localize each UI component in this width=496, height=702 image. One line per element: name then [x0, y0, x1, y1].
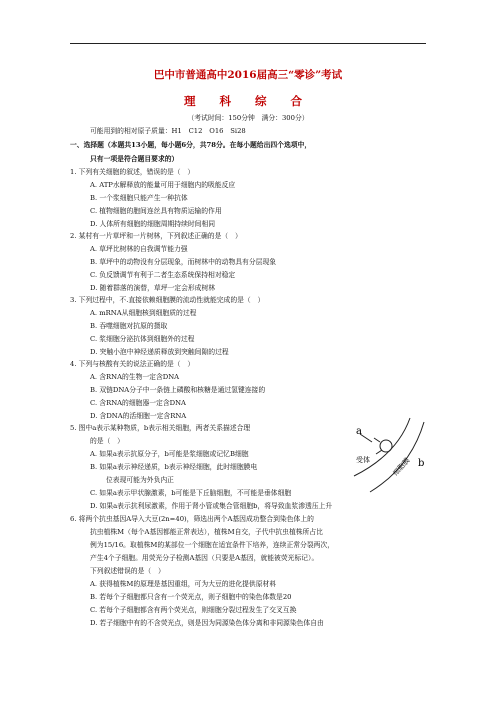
exam-title: 巴中市普通高中2016届高三“零诊”考试 [153, 69, 343, 81]
exam-info: （考试时间：150分钟 满分：300分） [187, 114, 309, 122]
q3-option-a: A. mRNA从细胞核到细胞质的过程 [90, 309, 197, 317]
q6-option-a: A. 获得植株M的原理是基因重组，可为大豆的进化提供原材料 [90, 580, 277, 588]
q2-option-b: B. 草坪中的动物没有分层现象，而树林中的动物具有分层现象 [90, 258, 277, 266]
q1-option-b: B. 一个浆细胞只能产生一种抗体 [90, 194, 188, 202]
q2-option-d: D. 随着群落的演替，草坪一定会形成树林 [90, 284, 216, 292]
q4-option-c: C. 含RNA的细胞器一定含DNA [90, 399, 186, 407]
q4-option-a: A. 含RNA的生物一定含DNA [90, 373, 180, 381]
q2-option-a: A. 草坪比树林的自我调节能力强 [90, 245, 188, 253]
q5-option-b-cont: 位表现可能为外负内正 [106, 476, 174, 484]
q3-option-c: C. 浆细胞分泌抗体到细胞外的过程 [90, 335, 195, 343]
q4-option-d: D. 含DNA的活细胞一定含RNA [90, 412, 187, 420]
q6-line-2: 抗虫植株M（每个A基因都能正常表达），植株M自交，子代中抗虫植株所占比 [90, 528, 323, 536]
q3-stem: 3. 下列过程中，不.直接依赖细胞膜的流动性就能完成的是（ ） [70, 296, 265, 304]
section-heading: 一、选择题（本题共13小题，每小题6分，共78分。在每小题给出四个选项中， [70, 141, 312, 149]
membrane-inner-curve [370, 422, 424, 492]
figure-label-b: b [418, 458, 425, 469]
receptor-arms [374, 438, 382, 454]
q1-option-c: C. 植物细胞的胞间连丝具有物质运输的作用 [90, 207, 222, 215]
cell-receptor-figure [348, 416, 430, 496]
section-heading-cont: 只有一项是符合题目要求的） [90, 155, 179, 163]
q6-line-4: 产生4个子细胞。用荧光分子检测A基因（只要是A基因，就能被荧光标记）。 [90, 554, 319, 562]
q3-option-b: B. 吞噬细胞对抗原的摄取 [90, 322, 168, 330]
q5-stem-cont: 的是（ ） [90, 437, 124, 445]
q6-line-5: 下列叙述错误的是（ ） [90, 567, 165, 575]
q6-option-d: D. 若子细胞中有的不含荧光点，则是因为同源染色体分离和非同源染色体自由 [90, 619, 324, 627]
q1-option-a: A. ATP水解释放的能量可用于细胞内的吸能反应 [90, 181, 236, 189]
q6-line-3: 例为15/16。取植株M的某部位一个细胞在适宜条件下培养，连续正常分裂两次， [90, 541, 335, 549]
q5-option-b: B. 如果a表示神经递质，b表示神经细胞，此时细胞膜电 [90, 463, 258, 471]
q4-stem: 4. 下列与核酸有关的说法正确的是（ ） [70, 360, 195, 368]
q6-option-c: C. 若每个子细胞都含有两个荧光点，则细胞分裂过程发生了交叉互换 [90, 606, 297, 614]
exam-subtitle: 理 科 综 合 [183, 94, 312, 108]
atomic-mass-line: 可能用到的相对原子质量：H1 C12 O16 Si28 [90, 127, 246, 135]
q1-stem: 1. 下列有关细胞的叙述，错误的是（ ） [70, 168, 195, 176]
q6-option-b: B. 若每个子细胞都只含有一个荧光点，则子细胞中的染色体数是20 [90, 593, 292, 601]
q2-option-c: C. 负反馈调节有利于二者生态系统保持相对稳定 [90, 271, 236, 279]
figure-label-a: a [356, 426, 362, 437]
figure-label-receptor: 受体 [356, 456, 370, 464]
q1-option-d: D. 人体所有细胞的细胞周期持续时间相同 [90, 220, 216, 228]
q6-line-1: 6. 将两个抗虫基因A导入大豆(2n=40)，筛选出两个A基因成功整合到染色体上的 [70, 515, 314, 523]
q5-option-a: A. 如果a表示抗原分子，b可能是浆细胞或记忆B细胞 [90, 450, 249, 458]
header-rule [70, 43, 426, 44]
q3-option-d: D. 突触小泡中神经递质释放到突触间隙的过程 [90, 348, 229, 356]
q5-option-d: D. 如果a表示抗利尿激素，作用于肾小管或集合管细胞b，将导致血浆渗透压上升 [90, 502, 333, 510]
q2-stem: 2. 某村有一片草坪和一片树林，下列叙述正确的是（ ） [70, 232, 242, 240]
figure-label-membrane: 细胞膜 [391, 456, 412, 478]
q5-stem: 5. 图中a表示某种物质，b表示相关细胞，两者关系描述合理 [70, 424, 251, 432]
q4-option-b: B. 双链DNA分子中一条链上磷酸和核糖是通过氢键连接的 [90, 386, 266, 394]
q5-option-c: C. 如果a表示甲状腺激素，b可能是下丘脑细胞，不可能是垂体细胞 [90, 489, 292, 497]
